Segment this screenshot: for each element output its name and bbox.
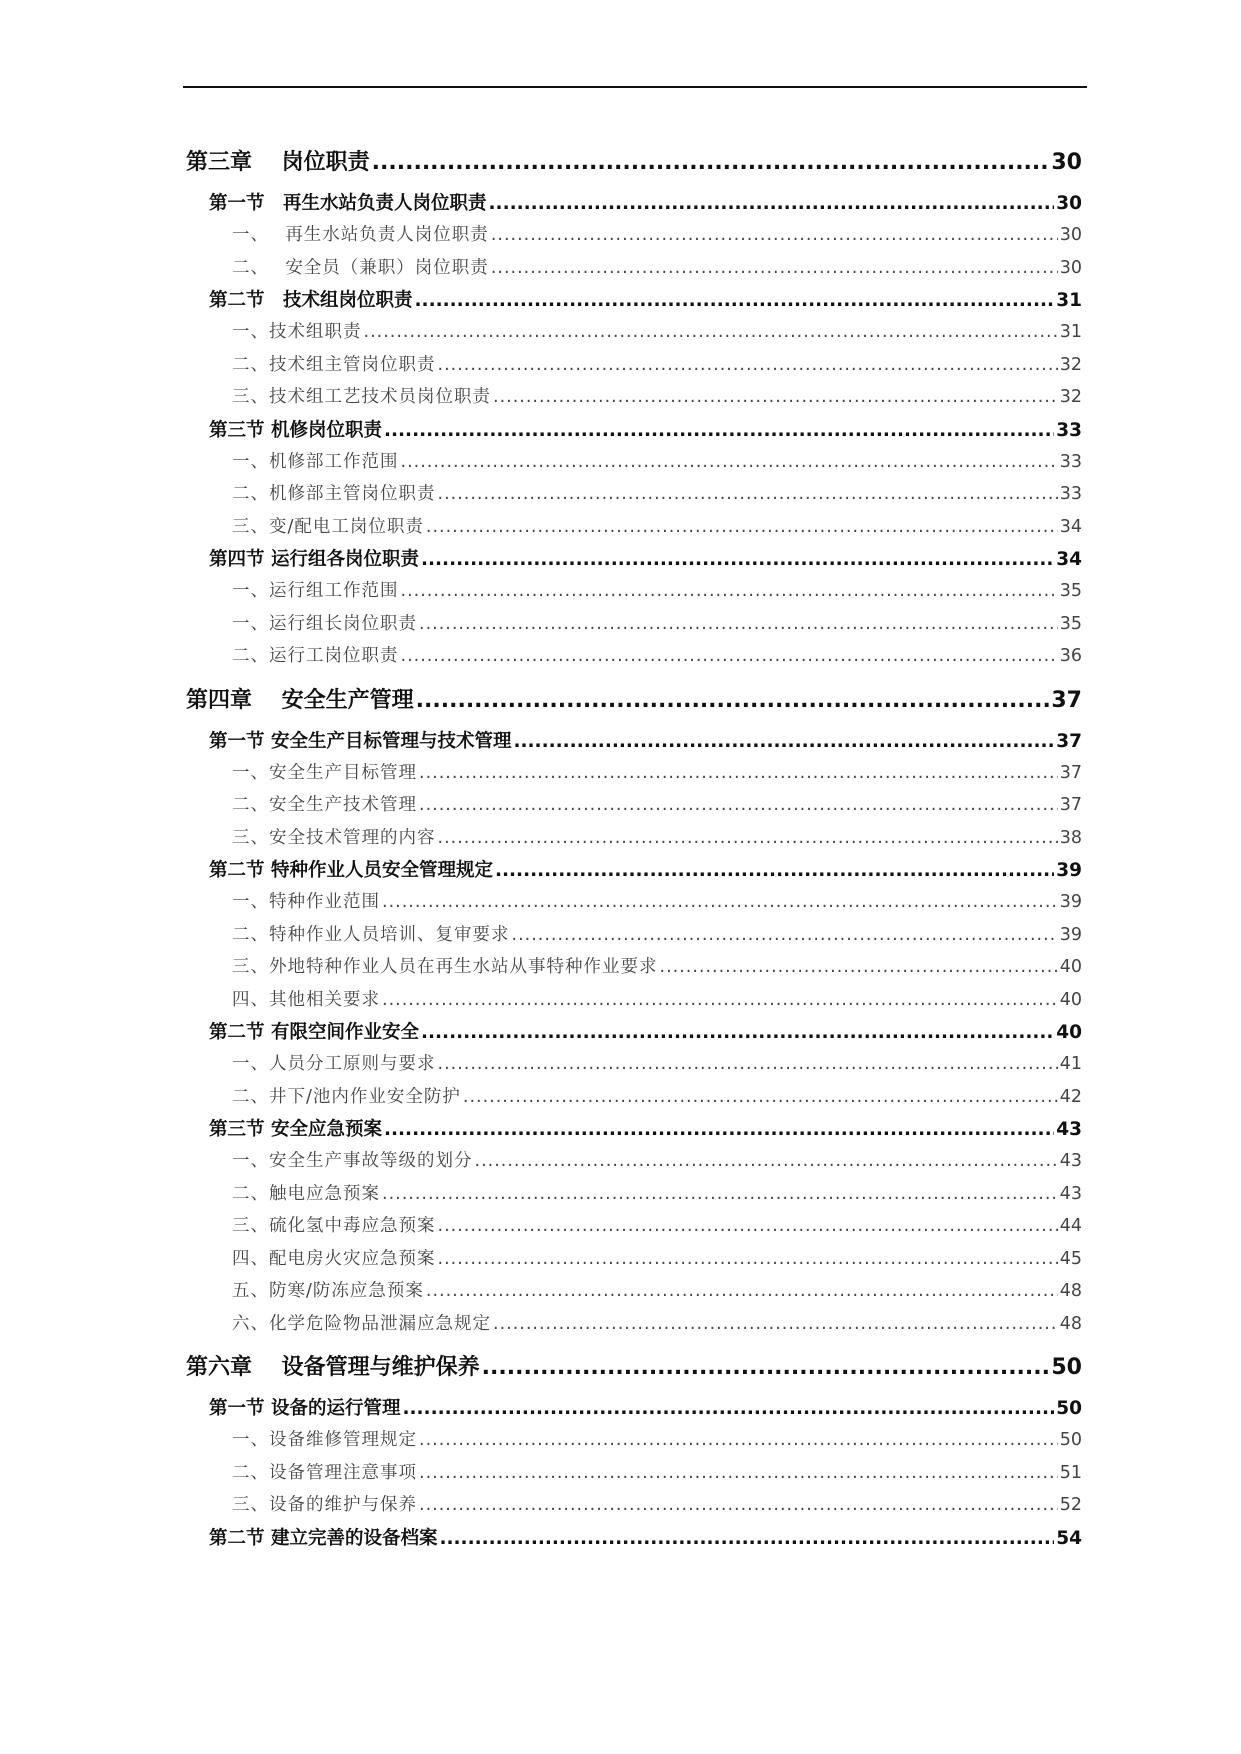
toc-entry-title: 一、运行组工作范围 [232, 581, 399, 601]
toc-page-number: 39 [1056, 860, 1082, 881]
toc-page-number: 45 [1059, 1248, 1082, 1269]
toc-entry-title: 第四章 安全生产管理 [186, 687, 414, 713]
toc-entry-title: 第一节 设备的运行管理 [209, 1398, 401, 1419]
toc-section[interactable] [186, 416, 1082, 448]
toc-page-number: 39 [1059, 924, 1082, 945]
dot-leader [426, 517, 1058, 537]
dot-leader [402, 1398, 1054, 1419]
toc-chapter[interactable] [186, 1350, 1082, 1384]
toc-item[interactable] [186, 888, 1082, 921]
toc-chapter[interactable] [186, 683, 1082, 717]
dot-leader [493, 387, 1058, 407]
toc-item[interactable] [186, 1212, 1082, 1245]
toc-page-number: 39 [1059, 892, 1082, 912]
toc-page-number: 32 [1059, 387, 1082, 407]
toc-page-number: 37 [1056, 730, 1082, 752]
dot-leader [475, 1151, 1058, 1171]
toc-entry-title: 二、特种作业人员培训、复审要求 [232, 924, 510, 945]
dot-leader [419, 795, 1058, 815]
dot-leader [419, 1463, 1058, 1483]
dot-leader [421, 549, 1054, 570]
dot-leader [489, 193, 1055, 214]
toc-item[interactable] [186, 1277, 1082, 1310]
dot-leader [419, 1495, 1058, 1515]
toc-entry-title: 四、配电房火灾应急预案 [232, 1248, 436, 1269]
toc-section[interactable] [186, 545, 1082, 577]
toc-page-number: 50 [1059, 1430, 1082, 1450]
toc-page-number: 36 [1059, 646, 1082, 666]
dot-leader [439, 1528, 1054, 1549]
toc-item[interactable] [186, 577, 1082, 610]
dot-leader [438, 355, 1058, 375]
dot-leader [384, 1119, 1054, 1140]
toc-page-number: 51 [1059, 1462, 1082, 1483]
dot-leader [495, 860, 1054, 881]
toc-entry-title: 三、安全技术管理的内容 [232, 827, 436, 848]
toc-page-number: 50 [1056, 1398, 1082, 1419]
toc-entry-title: 一、运行组长岗位职责 [232, 613, 417, 634]
dot-leader [382, 892, 1058, 912]
dot-leader [438, 1216, 1058, 1236]
toc-section[interactable] [186, 286, 1082, 318]
toc-page-number: 31 [1059, 322, 1082, 342]
toc-item[interactable] [186, 351, 1082, 384]
toc-item[interactable] [186, 953, 1082, 986]
toc-section[interactable] [186, 1524, 1082, 1556]
dot-leader [401, 646, 1058, 666]
dot-leader [438, 1054, 1058, 1074]
toc-entry-title: 第一节 安全生产目标管理与技术管理 [209, 730, 512, 752]
toc-page-number: 31 [1056, 290, 1082, 311]
toc-chapter[interactable] [186, 145, 1082, 179]
dot-leader [491, 258, 1058, 278]
toc-page-number: 37 [1059, 762, 1082, 783]
dot-leader [401, 581, 1058, 601]
toc-page-number: 30 [1059, 225, 1082, 245]
dot-leader [513, 731, 1054, 752]
toc-page-number: 33 [1059, 451, 1082, 472]
toc-page-number: 40 [1059, 989, 1082, 1010]
toc-page-number: 40 [1056, 1022, 1082, 1043]
toc-page-number: 34 [1056, 549, 1082, 570]
toc-entry-title: 第四节 运行组各岗位职责 [209, 549, 419, 570]
dot-leader [512, 925, 1058, 945]
dot-leader [421, 1022, 1054, 1043]
toc-page-number: 42 [1059, 1086, 1082, 1107]
toc-page-number: 30 [1056, 193, 1082, 214]
toc-section[interactable] [186, 1018, 1082, 1050]
toc-item[interactable] [186, 1491, 1082, 1524]
toc-item[interactable] [186, 610, 1082, 643]
table-of-contents [186, 145, 1082, 1556]
toc-entry-title: 第三节 机修岗位职责 [209, 419, 382, 441]
toc-page-number: 43 [1056, 1119, 1082, 1140]
toc-item[interactable] [186, 824, 1082, 857]
toc-entry-title: 一、安全生产事故等级的划分 [232, 1151, 473, 1171]
toc-section[interactable] [186, 1115, 1082, 1147]
dot-leader [419, 614, 1058, 634]
toc-entry-title: 一、技术组职责 [232, 322, 362, 342]
toc-entry-title: 三、外地特种作业人员在再生水站从事特种作业要求 [232, 957, 658, 977]
toc-entry-title: 三、变/配电工岗位职责 [232, 516, 424, 537]
toc-entry-title: 四、其他相关要求 [232, 989, 380, 1010]
toc-entry-title: 一、机修部工作范围 [232, 451, 399, 472]
toc-page-number: 35 [1059, 613, 1082, 634]
toc-entry-title: 二、机修部主管岗位职责 [232, 484, 436, 504]
toc-entry-title: 一、特种作业范围 [232, 892, 380, 912]
toc-entry-title: 第二节 有限空间作业安全 [209, 1022, 419, 1043]
toc-page-number: 30 [1059, 257, 1082, 278]
toc-page-number: 30 [1051, 150, 1082, 175]
toc-page-number: 41 [1059, 1054, 1082, 1074]
header-rule [183, 86, 1087, 88]
toc-page-number: 37 [1051, 687, 1082, 713]
toc-entry-title: 第二节 特种作业人员安全管理规定 [209, 860, 493, 881]
toc-item[interactable] [186, 318, 1082, 351]
dot-leader [384, 420, 1054, 441]
toc-entry-title: 三、技术组工艺技术员岗位职责 [232, 387, 491, 407]
toc-item[interactable] [186, 921, 1082, 954]
toc-item[interactable] [186, 1245, 1082, 1278]
toc-entry-title: 第二节 技术组岗位职责 [209, 290, 413, 311]
toc-item[interactable] [186, 759, 1082, 792]
toc-item[interactable] [186, 1050, 1082, 1083]
toc-entry-title: 五、防寒/防冻应急预案 [232, 1281, 424, 1301]
dot-leader [382, 990, 1058, 1010]
toc-page-number: 52 [1059, 1495, 1082, 1515]
toc-item[interactable] [186, 383, 1082, 416]
toc-item[interactable] [186, 448, 1082, 481]
toc-section[interactable] [186, 1394, 1082, 1426]
dot-leader [419, 1430, 1058, 1450]
toc-item[interactable] [186, 1147, 1082, 1180]
toc-entry-title: 二、井下/池内作业安全防护 [232, 1086, 461, 1107]
toc-page-number: 34 [1059, 516, 1082, 537]
toc-item[interactable] [186, 1459, 1082, 1492]
toc-item[interactable] [186, 254, 1082, 287]
toc-page-number: 35 [1059, 581, 1082, 601]
dot-leader [438, 1249, 1058, 1269]
toc-entry-title: 二、技术组主管岗位职责 [232, 354, 436, 375]
toc-entry-title: 二、设备管理注意事项 [232, 1462, 417, 1483]
toc-entry-title: 一、 再生水站负责人岗位职责 [232, 225, 489, 245]
dot-leader [493, 1314, 1058, 1334]
dot-leader [419, 763, 1058, 783]
toc-section[interactable] [186, 189, 1082, 221]
toc-item[interactable] [186, 642, 1082, 675]
toc-entry-title: 一、安全生产目标管理 [232, 762, 417, 783]
toc-page-number: 48 [1059, 1313, 1082, 1334]
dot-leader [364, 322, 1058, 342]
toc-item[interactable] [186, 1083, 1082, 1116]
toc-page-number: 33 [1059, 484, 1082, 504]
dot-leader [482, 1355, 1050, 1380]
dot-leader [660, 957, 1058, 977]
toc-item[interactable] [186, 513, 1082, 546]
dot-leader [438, 484, 1058, 504]
toc-item[interactable] [186, 791, 1082, 824]
toc-entry-title: 第三节 安全应急预案 [209, 1119, 382, 1140]
dot-leader [401, 452, 1058, 472]
dot-leader [372, 150, 1050, 175]
dot-leader [415, 290, 1055, 311]
toc-item[interactable] [186, 480, 1082, 513]
toc-page-number: 54 [1056, 1527, 1082, 1549]
toc-entry-title: 二、触电应急预案 [232, 1183, 380, 1204]
toc-page-number: 43 [1059, 1151, 1082, 1171]
toc-page-number: 33 [1056, 419, 1082, 441]
toc-entry-title: 第二节 建立完善的设备档案 [209, 1527, 438, 1549]
toc-page-number: 50 [1051, 1355, 1082, 1380]
toc-entry-title: 第六章 设备管理与维护保养 [186, 1355, 480, 1380]
dot-leader [382, 1184, 1058, 1204]
toc-entry-title: 六、化学危险物品泄漏应急规定 [232, 1313, 491, 1334]
toc-entry-title: 二、运行工岗位职责 [232, 646, 399, 666]
toc-page-number: 40 [1059, 957, 1082, 977]
dot-leader [463, 1087, 1058, 1107]
toc-section[interactable] [186, 856, 1082, 888]
toc-item[interactable] [186, 1426, 1082, 1459]
toc-entry-title: 三、硫化氢中毒应急预案 [232, 1216, 436, 1236]
toc-entry-title: 一、设备维修管理规定 [232, 1430, 417, 1450]
toc-page-number: 44 [1059, 1216, 1082, 1236]
dot-leader [426, 1281, 1058, 1301]
toc-section[interactable] [186, 727, 1082, 759]
toc-page-number: 37 [1059, 795, 1082, 815]
toc-entry-title: 二、 安全员（兼职）岗位职责 [232, 257, 489, 278]
dot-leader [491, 225, 1058, 245]
toc-page-number: 32 [1059, 354, 1082, 375]
toc-item[interactable] [186, 986, 1082, 1019]
toc-entry-title: 第一节 再生水站负责人岗位职责 [209, 193, 487, 214]
toc-entry-title: 第三章 岗位职责 [186, 150, 370, 175]
toc-item[interactable] [186, 221, 1082, 254]
dot-leader [416, 688, 1050, 713]
toc-page-number: 48 [1059, 1281, 1082, 1301]
dot-leader [438, 828, 1058, 848]
toc-entry-title: 二、安全生产技术管理 [232, 795, 417, 815]
toc-page-number: 43 [1059, 1183, 1082, 1204]
toc-item[interactable] [186, 1180, 1082, 1213]
toc-item[interactable] [186, 1310, 1082, 1343]
toc-entry-title: 一、人员分工原则与要求 [232, 1054, 436, 1074]
toc-entry-title: 三、设备的维护与保养 [232, 1495, 417, 1515]
toc-page-number: 38 [1059, 827, 1082, 848]
